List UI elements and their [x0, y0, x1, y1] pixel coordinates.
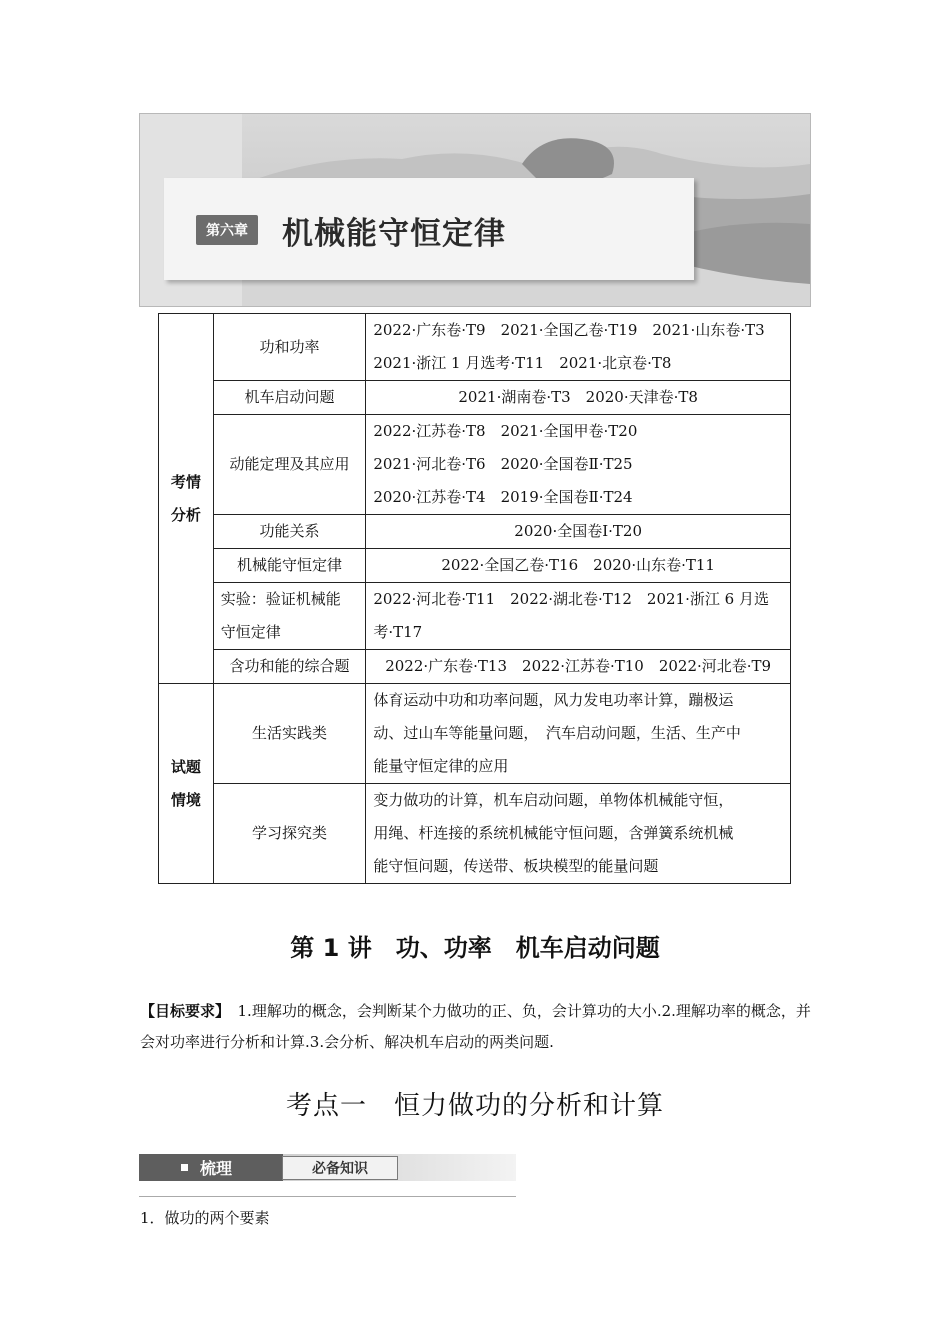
source-cell: 2022·江苏卷·T8 2021·全国甲卷·T20 2021·河北卷·T6 2020·全国卷Ⅱ·T25 2020·江苏卷·T4 2019·全国卷Ⅱ·T24: [366, 415, 791, 515]
goals-text: 1.理解功的概念，会判断某个力做功的正、负，会计算功的大小.2.理解功率的概念，并会对功率进行分析和计算.3.会分析、解决机车启动的两类问题.: [140, 1002, 811, 1051]
topic-cell: 学习探究类: [213, 784, 366, 884]
goals-tag: 【目标要求】: [140, 1002, 223, 1020]
source-cell: 变力做功的计算，机车启动问题，单物体机械能守恒， 用绳、杆连接的系统机械能守恒问题，含弹簧系统机械 能守恒问题，传送带、板块模型的能量问题: [366, 784, 791, 884]
topic-cell: 功和功率: [213, 314, 366, 381]
topic-cell: 机械能守恒定律: [213, 549, 366, 583]
group-label-analysis: 考情 分析: [159, 314, 214, 684]
source-cell: 2022·全国乙卷·T16 2020·山东卷·T11: [366, 549, 791, 583]
table-row: [159, 549, 791, 583]
topic-cell: 动能定理及其应用: [213, 415, 366, 515]
topic-cell: 功能关系: [213, 515, 366, 549]
exam-analysis-table: [158, 313, 791, 884]
table-row: [159, 314, 791, 381]
topic-cell: 机车启动问题: [213, 381, 366, 415]
table-row: [159, 684, 791, 784]
section-title: 考点一 恒力做功的分析和计算: [285, 1091, 664, 1121]
source-cell: 体育运动中功和功率问题，风力发电功率计算，蹦极运 动、过山车等能量问题， 汽车启动问题，生活、生产中 能量守恒定律的应用: [366, 684, 791, 784]
source-cell: 2022·广东卷·T9 2021·全国乙卷·T19 2021·山东卷·T3 2021·浙江 1 月选考·T11 2021·北京卷·T8: [366, 314, 791, 381]
review-label-block: [139, 1154, 283, 1181]
source-cell: 2020·全国卷Ⅰ·T20: [366, 515, 791, 549]
square-bullet-icon: [181, 1164, 188, 1171]
topic-cell: 含功和能的综合题: [213, 650, 366, 684]
source-cell: 2022·河北卷·T11 2022·湖北卷·T12 2021·浙江 6 月选 考·T17: [366, 583, 791, 650]
source-cell: 2021·湖南卷·T3 2020·天津卷·T8: [366, 381, 791, 415]
table-row: [159, 381, 791, 415]
table-row: [159, 650, 791, 684]
chapter-title: 机械能守恒定律: [282, 216, 506, 252]
review-tab: 必备知识: [282, 1156, 398, 1180]
group-label-context: 试题 情境: [159, 684, 214, 884]
table-row: [159, 784, 791, 884]
learning-goals: [140, 996, 812, 1058]
table-row: [159, 583, 791, 650]
review-bar: [139, 1154, 516, 1197]
source-cell: 2022·广东卷·T13 2022·江苏卷·T10 2022·河北卷·T9: [366, 650, 791, 684]
table-row: [159, 515, 791, 549]
chapter-badge: 第六章: [196, 215, 258, 245]
topic-cell: 实验：验证机械能 守恒定律: [213, 583, 366, 650]
topic-cell: 生活实践类: [213, 684, 366, 784]
review-label: 梳理: [200, 1159, 233, 1178]
chapter-banner: [139, 113, 811, 307]
table-row: [159, 415, 791, 515]
list-item: 1．做功的两个要素: [140, 1209, 270, 1227]
chapter-title-card: [164, 178, 694, 280]
lesson-title: 第 1 讲 功、功率 机车启动问题: [290, 934, 660, 962]
